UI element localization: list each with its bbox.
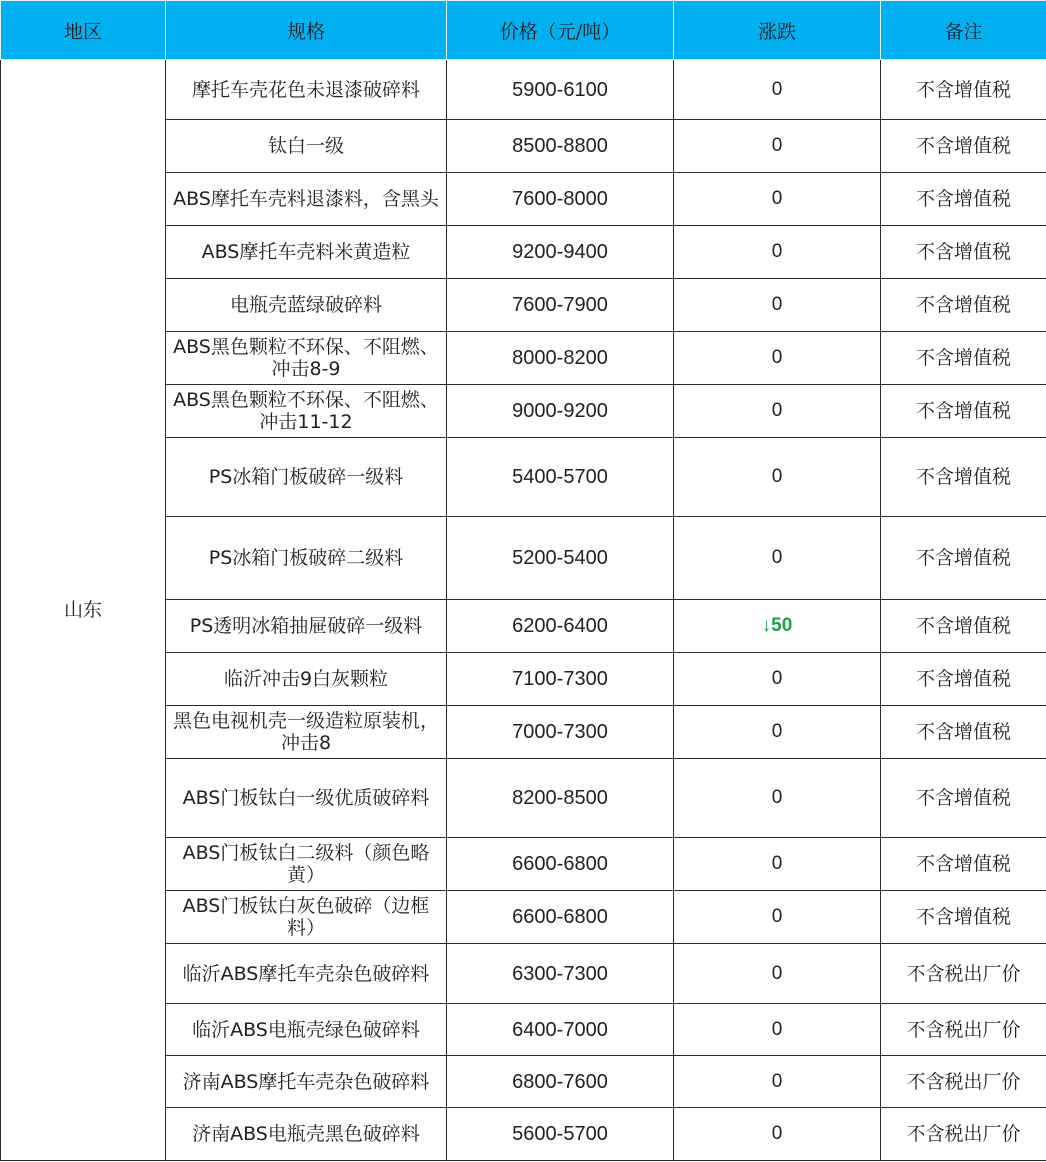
price-cell: 8500-8800 [447,120,674,173]
change-cell: 0 [674,1004,881,1056]
spec-cell: ABS门板钛白一级优质破碎料 [166,759,447,838]
change-cell: 0 [674,517,881,600]
price-cell: 8000-8200 [447,332,674,385]
spec-cell: ABS黑色颗粒不环保、不阻燃、冲击8-9 [166,332,447,385]
note-cell: 不含税出厂价 [881,944,1046,1004]
note-cell: 不含增值税 [881,173,1046,226]
price-cell: 6200-6400 [447,600,674,653]
change-cell: 0 [674,944,881,1004]
note-cell: 不含增值税 [881,332,1046,385]
price-cell: 6400-7000 [447,1004,674,1056]
spec-cell: ABS摩托车壳料米黄造粒 [166,226,447,279]
spec-cell: 临沂冲击9白灰颗粒 [166,653,447,706]
price-cell: 6600-6800 [447,891,674,944]
price-cell: 6800-7600 [447,1056,674,1108]
header-price: 价格（元/吨） [447,1,674,60]
spec-cell: ABS门板钛白灰色破碎（边框料） [166,891,447,944]
header-note: 备注 [881,1,1046,60]
price-cell: 7000-7300 [447,706,674,759]
note-cell: 不含增值税 [881,120,1046,173]
spec-cell: 济南ABS电瓶壳黑色破碎料 [166,1108,447,1161]
price-cell: 7600-8000 [447,173,674,226]
spec-cell: PS冰箱门板破碎二级料 [166,517,447,600]
note-cell: 不含增值税 [881,385,1046,438]
note-cell: 不含增值税 [881,438,1046,517]
note-cell: 不含增值税 [881,759,1046,838]
spec-cell: ABS摩托车壳料退漆料，含黑头 [166,173,447,226]
note-cell: 不含增值税 [881,838,1046,891]
note-cell: 不含税出厂价 [881,1056,1046,1108]
price-cell: 7100-7300 [447,653,674,706]
spec-cell: 临沂ABS摩托车壳杂色破碎料 [166,944,447,1004]
change-cell: ↓50 [674,600,881,653]
change-cell: 0 [674,759,881,838]
change-cell: 0 [674,891,881,944]
price-cell: 5200-5400 [447,517,674,600]
note-cell: 不含增值税 [881,706,1046,759]
note-cell: 不含增值税 [881,600,1046,653]
note-cell: 不含增值税 [881,60,1046,120]
price-cell: 6600-6800 [447,838,674,891]
spec-cell: ABS门板钛白二级料（颜色略黄） [166,838,447,891]
spec-cell: 临沂ABS电瓶壳绿色破碎料 [166,1004,447,1056]
note-cell: 不含税出厂价 [881,1004,1046,1056]
note-cell: 不含增值税 [881,279,1046,332]
price-cell: 6300-7300 [447,944,674,1004]
change-cell: 0 [674,1056,881,1108]
header-spec: 规格 [166,1,447,60]
spec-cell: PS冰箱门板破碎一级料 [166,438,447,517]
change-cell: 0 [674,226,881,279]
price-cell: 9000-9200 [447,385,674,438]
change-cell: 0 [674,60,881,120]
spec-cell: 电瓶壳蓝绿破碎料 [166,279,447,332]
spec-cell: 济南ABS摩托车壳杂色破碎料 [166,1056,447,1108]
note-cell: 不含增值税 [881,891,1046,944]
change-cell: 0 [674,706,881,759]
price-cell: 9200-9400 [447,226,674,279]
change-cell: 0 [674,385,881,438]
table-body [1,60,1046,1161]
table-row [1,60,1046,120]
note-cell: 不含增值税 [881,517,1046,600]
change-cell: 0 [674,653,881,706]
header-region: 地区 [1,1,166,60]
spec-cell: 摩托车壳花色未退漆破碎料 [166,60,447,120]
spec-cell: 黑色电视机壳一级造粒原装机，冲击8 [166,706,447,759]
header-change: 涨跌 [674,1,881,60]
note-cell: 不含增值税 [881,226,1046,279]
change-cell: 0 [674,332,881,385]
change-cell: 0 [674,1108,881,1161]
spec-cell: 钛白一级 [166,120,447,173]
change-cell: 0 [674,438,881,517]
spec-cell: PS透明冰箱抽屉破碎一级料 [166,600,447,653]
change-cell: 0 [674,279,881,332]
note-cell: 不含税出厂价 [881,1108,1046,1161]
header-row [1,1,1046,60]
change-cell: 0 [674,838,881,891]
price-cell: 5400-5700 [447,438,674,517]
price-cell: 5900-6100 [447,60,674,120]
price-cell: 5600-5700 [447,1108,674,1161]
region-cell: 山东 [1,60,166,1161]
change-cell: 0 [674,173,881,226]
change-cell: 0 [674,120,881,173]
note-cell: 不含增值税 [881,653,1046,706]
price-cell: 8200-8500 [447,759,674,838]
price-cell: 7600-7900 [447,279,674,332]
spec-cell: ABS黑色颗粒不环保、不阻燃、冲击11-12 [166,385,447,438]
